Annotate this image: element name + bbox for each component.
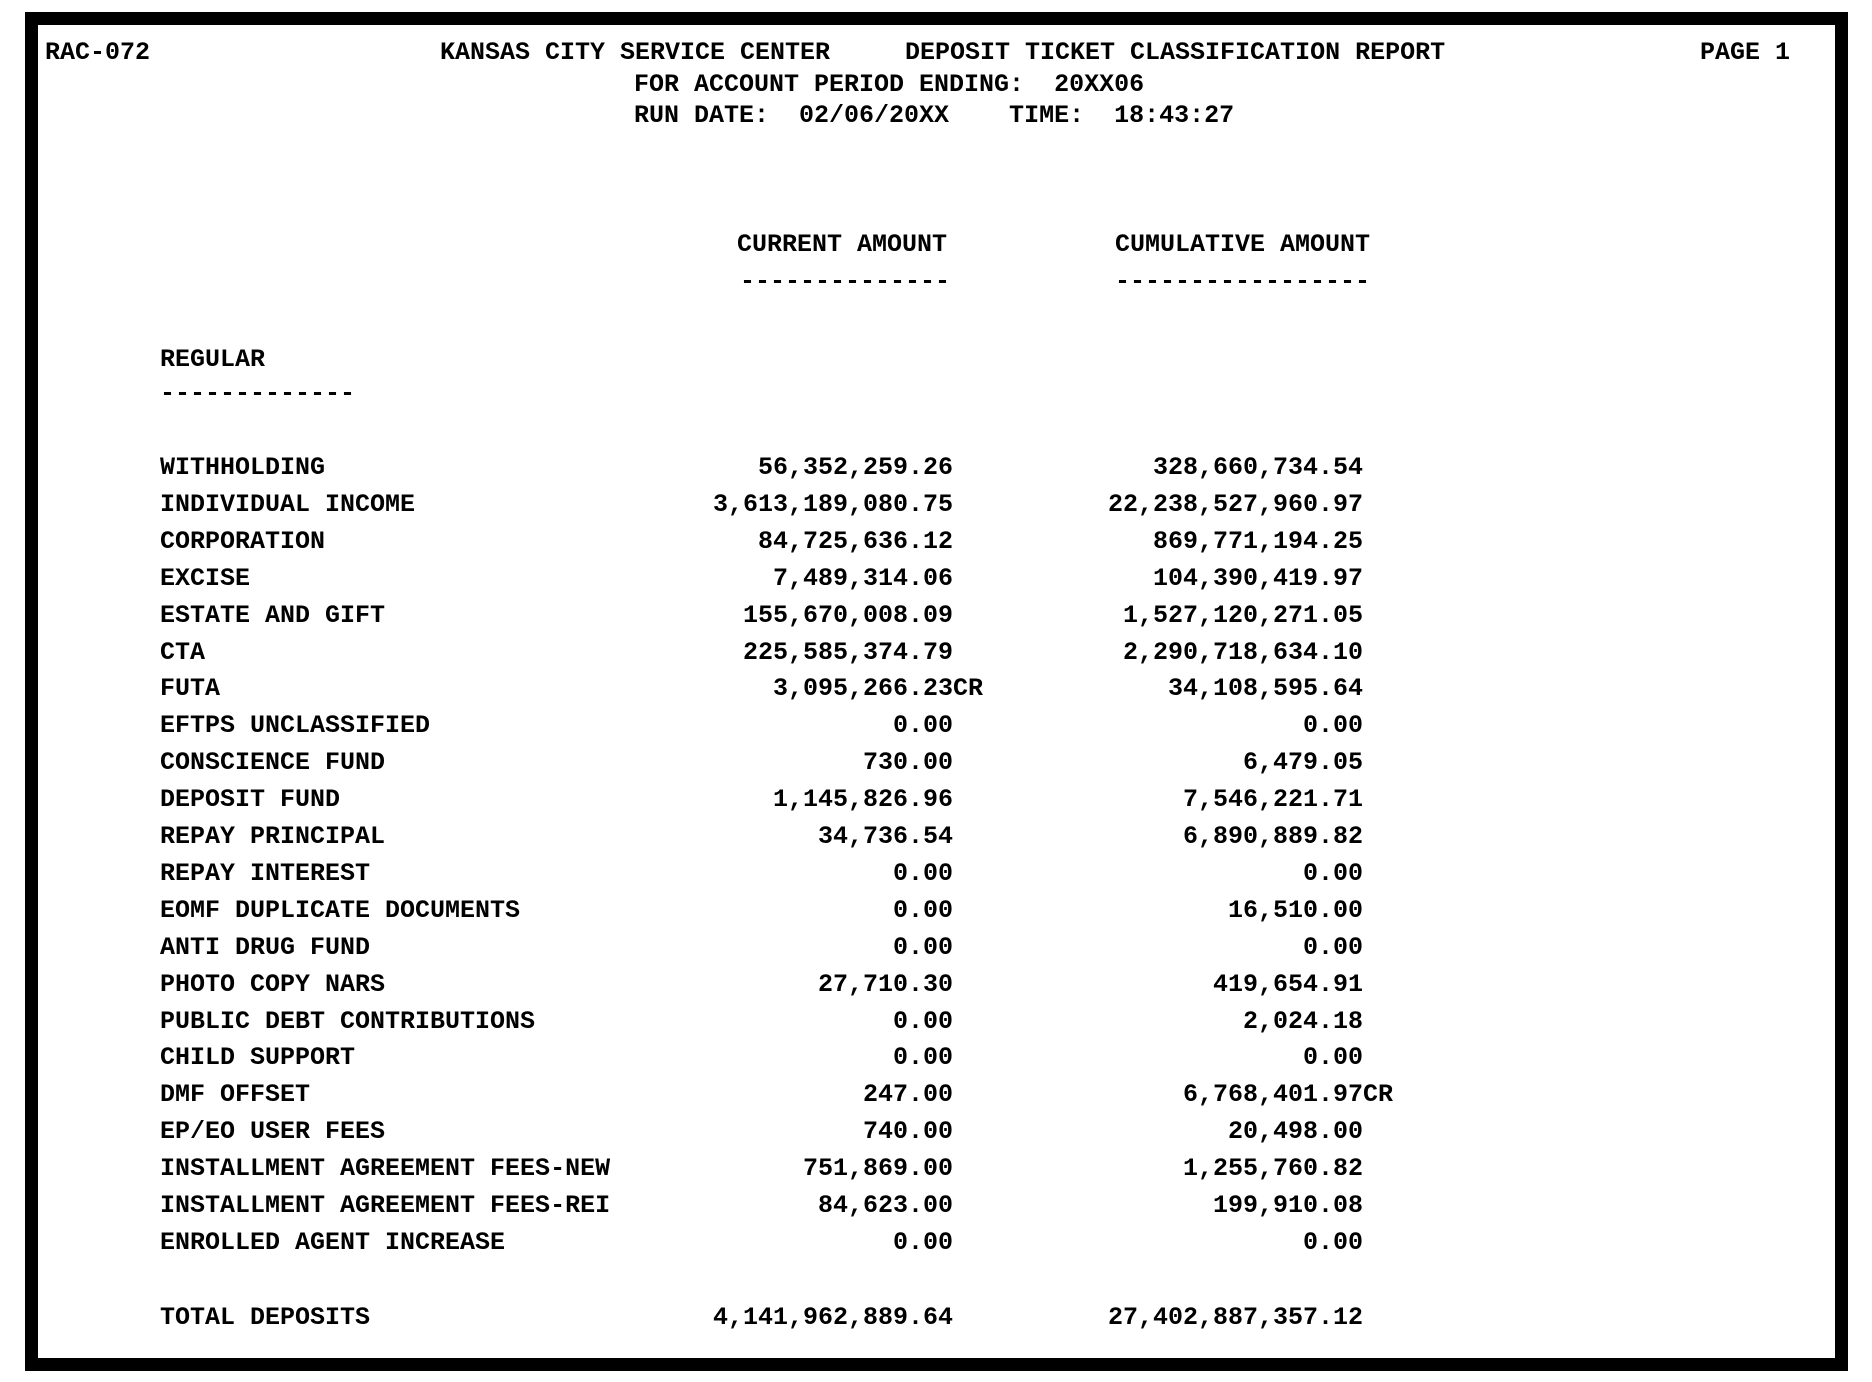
cumulative-value: 6,768,401.97 (1182, 1080, 1363, 1109)
row-current-amount (600, 640, 953, 665)
credit-indicator: CR (953, 674, 984, 703)
cumulative-value: 869,771,194.25 (1152, 527, 1363, 556)
row-current-amount (600, 674, 984, 703)
row-cumulative-amount (1010, 1193, 1363, 1218)
row-cumulative-amount (1010, 1230, 1363, 1255)
current-value: 3,095,266.23 (772, 674, 953, 703)
row-current-amount (600, 492, 953, 517)
cumulative-value: 2,024.18 (1242, 1007, 1363, 1036)
row-current-amount (600, 1082, 953, 1107)
service-center-name: KANSAS CITY SERVICE CENTER (440, 38, 831, 67)
page-number: PAGE 1 (1700, 38, 1791, 67)
cumulative-value: 6,890,889.82 (1182, 822, 1363, 851)
current-value: 0.00 (892, 1228, 953, 1257)
row-current-amount (600, 529, 953, 554)
row-current-amount (600, 603, 953, 628)
cumulative-value: 2,290,718,634.10 (1122, 638, 1363, 667)
row-label: CTA (160, 638, 206, 667)
current-value: 751,869.00 (802, 1154, 953, 1183)
row-cumulative-amount (1010, 640, 1363, 665)
row-cumulative-amount (1010, 898, 1363, 923)
account-period-line: FOR ACCOUNT PERIOD ENDING: 20XX06 (634, 70, 1145, 99)
row-current-amount (600, 1156, 953, 1181)
row-label: INSTALLMENT AGREEMENT FEES-NEW (160, 1154, 611, 1183)
row-cumulative-amount (1010, 972, 1363, 997)
cumulative-value: 419,654.91 (1212, 970, 1363, 999)
row-cumulative-amount (1010, 861, 1363, 886)
current-value: 0.00 (892, 1007, 953, 1036)
cumulative-value: 20,498.00 (1227, 1117, 1363, 1146)
row-cumulative-amount (1010, 713, 1363, 738)
row-current-amount (600, 787, 953, 812)
section-underline: ------------- (160, 379, 356, 408)
row-label: ENROLLED AGENT INCREASE (160, 1228, 506, 1257)
total-cumulative-amount (1010, 1305, 1363, 1330)
row-cumulative-amount (1010, 1080, 1394, 1109)
row-cumulative-amount (1010, 824, 1363, 849)
cumulative-value: 0.00 (1302, 1043, 1363, 1072)
current-value: 84,725,636.12 (757, 527, 953, 556)
cumulative-value: 22,238,527,960.97 (1107, 490, 1363, 519)
row-current-amount (600, 898, 953, 923)
row-label: PHOTO COPY NARS (160, 970, 386, 999)
column-header-cumulative: CUMULATIVE AMOUNT (1115, 230, 1371, 259)
row-label: WITHHOLDING (160, 453, 326, 482)
current-value: 225,585,374.79 (742, 638, 953, 667)
row-label: ESTATE AND GIFT (160, 601, 386, 630)
row-label: REPAY PRINCIPAL (160, 822, 386, 851)
total-current-value: 4,141,962,889.64 (712, 1303, 953, 1332)
current-value: 0.00 (892, 896, 953, 925)
cumulative-value: 1,255,760.82 (1182, 1154, 1363, 1183)
row-cumulative-amount (1010, 1045, 1363, 1070)
current-value: 7,489,314.06 (772, 564, 953, 593)
run-date-time-line: RUN DATE: 02/06/20XX TIME: 18:43:27 (634, 101, 1235, 130)
row-label: EXCISE (160, 564, 251, 593)
row-current-amount (600, 1119, 953, 1144)
current-value: 730.00 (862, 748, 953, 777)
row-label: EOMF DUPLICATE DOCUMENTS (160, 896, 521, 925)
row-cumulative-amount (1010, 455, 1363, 480)
row-cumulative-amount (1010, 566, 1363, 591)
column-underline-current: -------------- (740, 267, 951, 296)
row-label: PUBLIC DEBT CONTRIBUTIONS (160, 1007, 536, 1036)
row-current-amount (600, 1045, 953, 1070)
current-value: 0.00 (892, 933, 953, 962)
row-current-amount (600, 935, 953, 960)
row-current-amount (600, 861, 953, 886)
row-cumulative-amount (1010, 492, 1363, 517)
row-current-amount (600, 1193, 953, 1218)
current-value: 0.00 (892, 859, 953, 888)
credit-indicator: CR (1363, 1080, 1394, 1109)
cumulative-value: 6,479.05 (1242, 748, 1363, 777)
row-label: REPAY INTEREST (160, 859, 371, 888)
row-label: INDIVIDUAL INCOME (160, 490, 416, 519)
row-cumulative-amount (1010, 750, 1363, 775)
total-row-label: TOTAL DEPOSITS (160, 1303, 371, 1332)
current-value: 34,736.54 (817, 822, 953, 851)
column-underline-cumulative: ----------------- (1115, 267, 1371, 296)
row-label: EFTPS UNCLASSIFIED (160, 711, 431, 740)
row-cumulative-amount (1010, 935, 1363, 960)
row-current-amount (600, 1230, 953, 1255)
row-cumulative-amount (1010, 1009, 1363, 1034)
row-cumulative-amount (1010, 1156, 1363, 1181)
row-label: DEPOSIT FUND (160, 785, 341, 814)
total-cumulative-value: 27,402,887,357.12 (1107, 1303, 1363, 1332)
row-current-amount (600, 566, 953, 591)
cumulative-value: 0.00 (1302, 859, 1363, 888)
row-label: CONSCIENCE FUND (160, 748, 386, 777)
row-label: FUTA (160, 674, 221, 703)
row-cumulative-amount (1010, 787, 1363, 812)
current-value: 0.00 (892, 711, 953, 740)
row-current-amount (600, 1009, 953, 1034)
current-value: 56,352,259.26 (757, 453, 953, 482)
current-value: 155,670,008.09 (742, 601, 953, 630)
row-label: CHILD SUPPORT (160, 1043, 356, 1072)
current-value: 247.00 (862, 1080, 953, 1109)
cumulative-value: 199,910.08 (1212, 1191, 1363, 1220)
cumulative-value: 0.00 (1302, 933, 1363, 962)
current-value: 0.00 (892, 1043, 953, 1072)
row-current-amount (600, 713, 953, 738)
section-heading: REGULAR (160, 345, 266, 374)
total-current-amount (600, 1305, 953, 1330)
cumulative-value: 1,527,120,271.05 (1122, 601, 1363, 630)
cumulative-value: 34,108,595.64 (1167, 674, 1363, 703)
report-code: RAC-072 (45, 38, 151, 67)
column-header-current: CURRENT AMOUNT (737, 230, 948, 259)
row-current-amount (600, 824, 953, 849)
row-cumulative-amount (1010, 529, 1363, 554)
cumulative-value: 104,390,419.97 (1152, 564, 1363, 593)
current-value: 84,623.00 (817, 1191, 953, 1220)
row-current-amount (600, 750, 953, 775)
row-cumulative-amount (1010, 1119, 1363, 1144)
row-label: EP/EO USER FEES (160, 1117, 386, 1146)
row-current-amount (600, 455, 953, 480)
row-label: ANTI DRUG FUND (160, 933, 371, 962)
current-value: 740.00 (862, 1117, 953, 1146)
row-current-amount (600, 972, 953, 997)
row-label: INSTALLMENT AGREEMENT FEES-REI (160, 1191, 611, 1220)
row-cumulative-amount (1010, 603, 1363, 628)
current-value: 1,145,826.96 (772, 785, 953, 814)
cumulative-value: 7,546,221.71 (1182, 785, 1363, 814)
report-title: DEPOSIT TICKET CLASSIFICATION REPORT (905, 38, 1446, 67)
cumulative-value: 16,510.00 (1227, 896, 1363, 925)
cumulative-value: 0.00 (1302, 711, 1363, 740)
cumulative-value: 328,660,734.54 (1152, 453, 1363, 482)
row-label: DMF OFFSET (160, 1080, 311, 1109)
cumulative-value: 0.00 (1302, 1228, 1363, 1257)
row-cumulative-amount (1010, 676, 1363, 701)
current-value: 3,613,189,080.75 (712, 490, 953, 519)
row-label: CORPORATION (160, 527, 326, 556)
current-value: 27,710.30 (817, 970, 953, 999)
